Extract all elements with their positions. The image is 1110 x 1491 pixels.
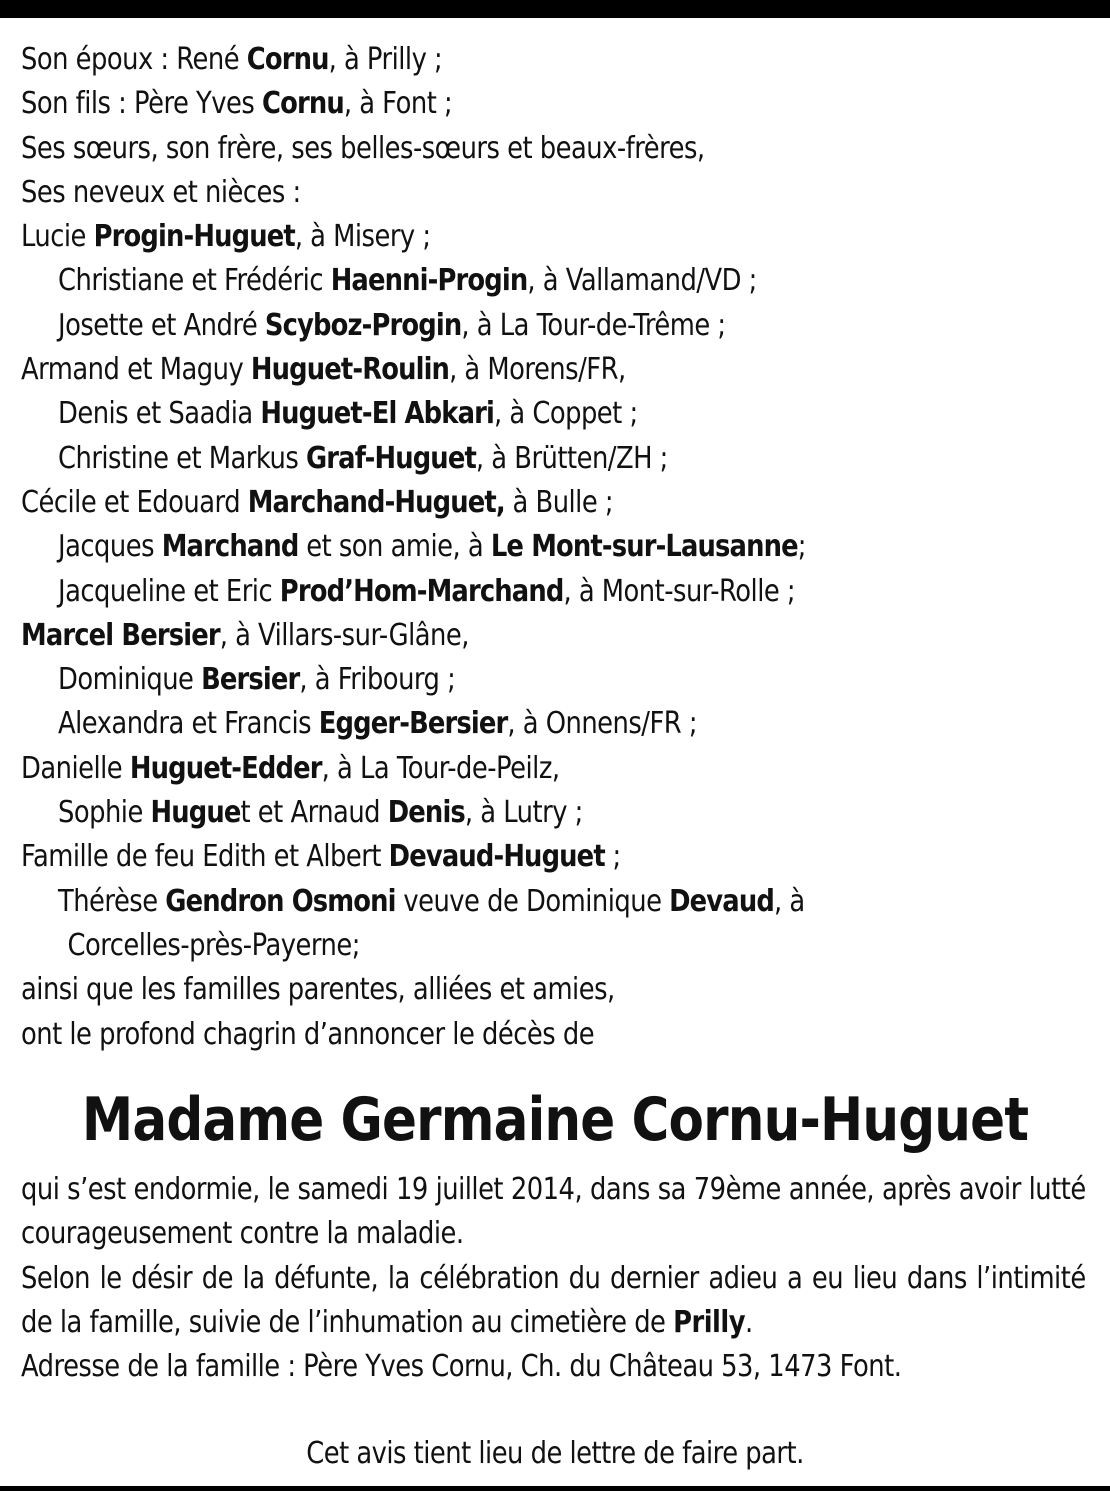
family-text: Alexandra et Francis [57, 706, 319, 742]
bottom-rule [0, 1486, 1110, 1491]
family-line [21, 82, 941, 126]
family-text: ont le profond chagrin d’annoncer le décès de [21, 1016, 595, 1052]
family-surname: Le Mont-sur-Lausanne [490, 529, 798, 565]
family-text: Son fils : Père Yves [21, 86, 263, 122]
family-line [21, 171, 941, 215]
family-text: t et Arnaud [240, 795, 388, 831]
family-text: , à La Tour-de-Trême ; [461, 307, 726, 343]
family-surname: Gendron Osmoni [165, 883, 396, 919]
paragraph-1 [21, 1168, 1086, 1257]
family-surname: Cornu [262, 86, 344, 122]
family-text: ainsi que les familles parentes, alliées et amies, [21, 972, 615, 1008]
family-line [21, 880, 941, 924]
family-line [21, 437, 941, 481]
family-text: Famille de feu Edith et Albert [21, 839, 389, 875]
family-text: Sophie [57, 795, 151, 831]
family-line [21, 747, 941, 791]
family-line [21, 968, 941, 1012]
family-text: ; [797, 529, 806, 565]
family-line [21, 127, 941, 171]
family-text: , à Prilly ; [328, 42, 443, 77]
family-text: , à Villars-sur-Glâne, [219, 617, 469, 653]
family-text: , à Fribourg ; [299, 662, 456, 698]
family-text: Cécile et Edouard [21, 484, 248, 520]
family-text: , à La Tour-de-Peilz, [321, 750, 560, 786]
family-surname: Devaud-Huguet [388, 839, 605, 875]
family-text: Jacques [57, 529, 162, 565]
family-surname: Marchand [161, 529, 299, 565]
family-line [21, 348, 941, 392]
family-text: Ses neveux et nièces : [21, 174, 301, 210]
family-text: , à Brütten/ZH ; [475, 440, 668, 476]
closing-note: Cet avis tient lieu de lettre de faire part. [306, 1436, 804, 1471]
family-line [21, 38, 941, 82]
family-text: , à Coppet ; [493, 396, 638, 432]
paragraph-2 [21, 1257, 1086, 1346]
family-text: Armand et Maguy [21, 352, 251, 388]
deceased-name: Madame Germaine Cornu-Huguet [81, 1085, 1029, 1155]
family-text: , à Mont-sur-Rolle ; [563, 573, 796, 609]
family-text: Denis et Saadia [57, 396, 261, 432]
family-text: veuve de Dominique [395, 883, 670, 919]
family-text: , à Morens/FR, [449, 352, 626, 388]
family-line [21, 481, 941, 525]
family-text: Jacqueline et Eric [57, 573, 280, 609]
family-surname: Marchand-Huguet, [247, 484, 505, 520]
family-text: , à [773, 883, 805, 919]
family-text: Danielle [21, 750, 130, 786]
cemetery-place: Prilly [673, 1304, 745, 1340]
family-text: Ses sœurs, son frère, ses belles-sœurs et beaux-frères, [21, 130, 705, 166]
family-text: Dominique [57, 662, 202, 698]
family-text: , à Misery ; [294, 219, 431, 255]
family-line [21, 924, 941, 968]
paragraph-2-end: . [744, 1304, 753, 1340]
family-text: , à Font ; [343, 86, 453, 122]
family-line [21, 791, 941, 835]
family-line [21, 702, 941, 746]
family-surname: Graf-Huguet [305, 440, 476, 476]
family-surname: Denis [387, 795, 465, 831]
family-surname: Egger-Bersier [318, 706, 508, 742]
family-surname: Hugue [150, 795, 241, 831]
family-surname: Cornu [246, 42, 329, 77]
announcement-body [21, 1168, 1086, 1389]
family-text: , à Onnens/FR ; [507, 706, 698, 742]
family-text: Son époux : René [21, 42, 247, 77]
top-rule [0, 0, 1110, 18]
paragraph-1-text: qui s’est endormie, le samedi 19 juillet 2014, dans sa 79ème année, après avoir lutté courageusement contre la maladie. [21, 1172, 1086, 1252]
family-surname: Bersier [201, 662, 300, 698]
family-line [21, 570, 941, 614]
family-text: Lucie [21, 219, 94, 255]
family-surname: Haenni-Progin [330, 263, 528, 299]
family-surname: Progin-Huguet [93, 219, 295, 255]
family-text: ; [604, 839, 621, 875]
family-line [21, 259, 941, 303]
family-line [21, 392, 941, 436]
family-surname: Scyboz-Progin [264, 307, 462, 343]
family-surname: Prod’Hom-Marchand [279, 573, 564, 609]
family-line [21, 614, 941, 658]
family-surname: Huguet-Edder [129, 750, 322, 786]
family-list [21, 38, 1091, 1057]
family-text: Thérèse [57, 883, 166, 919]
family-text: Christiane et Frédéric [57, 263, 331, 299]
family-surname: Huguet-Roulin [250, 352, 450, 388]
family-text: Josette et André [57, 307, 265, 343]
family-line [21, 525, 941, 569]
family-text: à Bulle ; [504, 484, 614, 520]
family-text: , à Vallamand/VD ; [527, 263, 757, 299]
family-surname: Marcel Bersier [21, 617, 220, 653]
paragraph-2-text: Selon le désir de la défunte, la célébration du dernier adieu a eu lieu dans l’intimité de la famille, suivie de l’inhumation au cimetière de [21, 1260, 1086, 1340]
family-text: , à Lutry ; [464, 795, 583, 831]
family-text: Corcelles-près-Payerne; [67, 927, 360, 963]
family-line [21, 304, 941, 348]
family-line [21, 215, 941, 259]
family-address: Adresse de la famille : Père Yves Cornu, Ch. du Château 53, 1473 Font. [21, 1349, 902, 1385]
family-line [21, 658, 941, 702]
family-surname: Devaud [669, 883, 774, 919]
family-line [21, 1013, 941, 1057]
family-text: Christine et Markus [57, 440, 306, 476]
family-text: et son amie, à [298, 529, 491, 565]
family-surname: Huguet-El Abkari [260, 396, 494, 432]
family-line [21, 835, 941, 879]
